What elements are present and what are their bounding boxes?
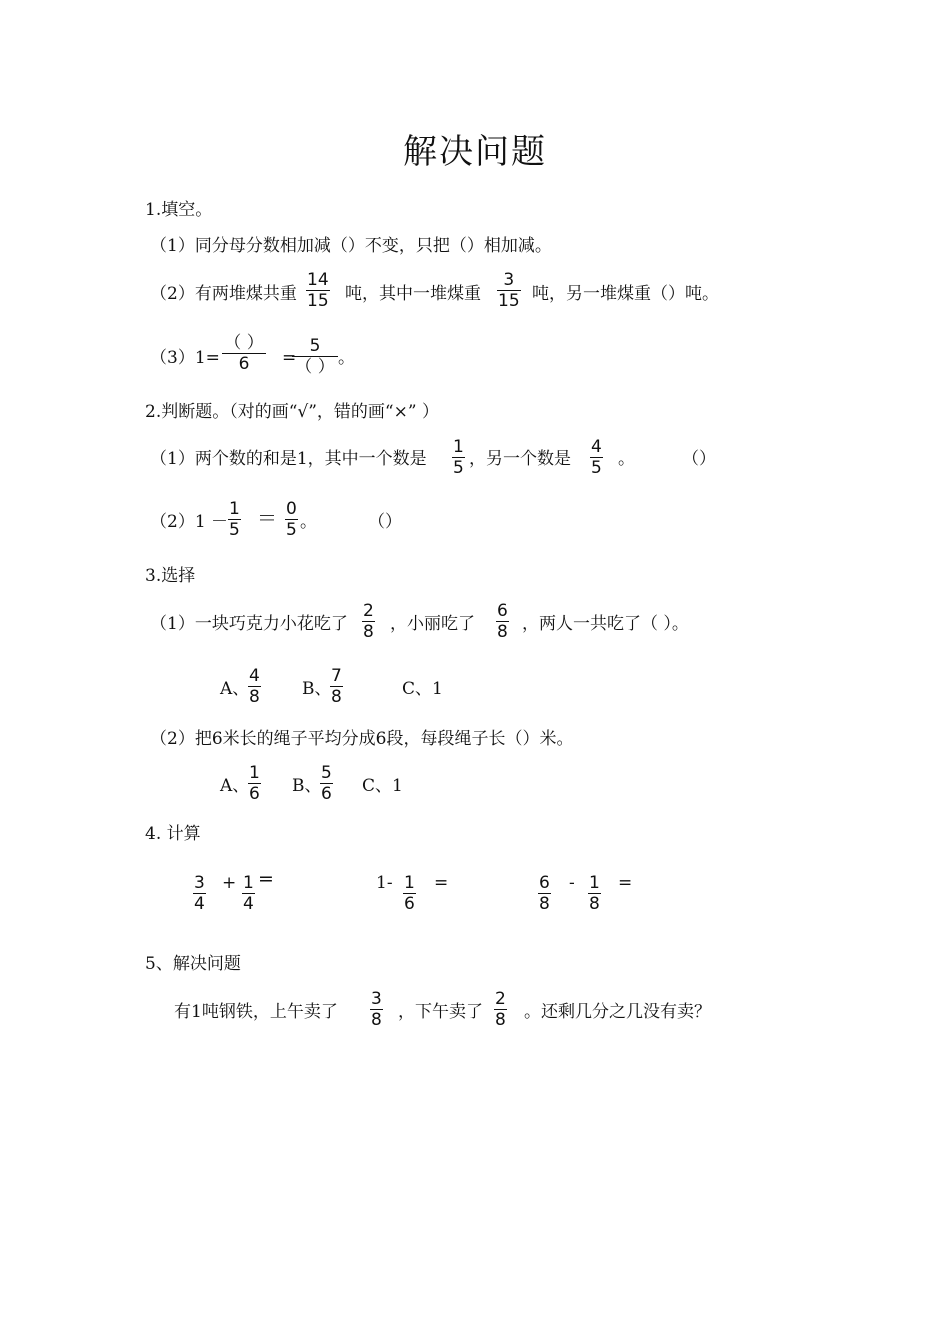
s2-q2-answer-paren: （）	[368, 512, 402, 532]
numerator: 6	[539, 873, 550, 893]
numerator: （ ）	[224, 333, 264, 353]
s1-q3-equals: =	[282, 348, 297, 368]
denominator: 6	[321, 784, 332, 804]
numerator: 7	[331, 666, 342, 686]
denominator: 5	[591, 458, 602, 478]
section-1-heading: 1.填空。	[145, 200, 213, 220]
s3-q1-option-a-fraction	[248, 666, 261, 707]
s1-q2-fraction-1	[306, 270, 330, 311]
s3-q2-option-b-fraction	[320, 763, 333, 804]
s3-q2-option-a: A、	[220, 776, 250, 796]
s5-problem-text-b: ，下午卖了	[398, 1002, 483, 1022]
denominator: 8	[539, 894, 550, 914]
s4-e1-equals: =	[258, 868, 274, 890]
denominator: 6	[249, 784, 260, 804]
denominator: 5	[286, 520, 297, 540]
s4-e3-fraction-2	[588, 873, 601, 914]
numerator: 1	[589, 873, 600, 893]
s3-question-2: （2）把6米长的绳子平均分成6段，每段绳子长（）米。	[150, 729, 574, 749]
section-5-heading: 5、解决问题	[145, 954, 241, 974]
section-4-heading: 4. 计算	[145, 824, 201, 844]
numerator: 4	[591, 437, 602, 457]
numerator: 14	[307, 270, 329, 290]
s3-q1-fraction-1	[362, 601, 375, 642]
s4-e3-fraction-1	[538, 873, 551, 914]
numerator: 1	[229, 499, 240, 519]
s1-q2-text-a: （2）有两堆煤共重	[150, 284, 297, 304]
numerator: 4	[249, 666, 260, 686]
s2-q2-fraction-1	[228, 499, 241, 540]
section-3-heading: 3.选择	[145, 566, 196, 586]
denominator: （ ）	[292, 356, 338, 377]
s2-q1-fraction-2	[590, 437, 603, 478]
s3-q1-option-c: C、1	[402, 679, 443, 699]
s3-q1-option-b: B、	[302, 679, 332, 699]
denominator: 15	[498, 291, 520, 311]
denominator: 6	[222, 353, 266, 374]
s2-q1-end: 。	[618, 449, 635, 469]
section-2-heading: 2.判断题。（对的画“√”，错的画“×” ）	[145, 402, 439, 422]
numerator: 1	[453, 437, 464, 457]
denominator: 8	[495, 1010, 506, 1030]
numerator: 6	[497, 601, 508, 621]
numerator: 3	[194, 873, 205, 893]
s1-q3-fraction-2	[292, 336, 338, 377]
s4-e1-plus: +	[222, 873, 237, 893]
s2-q2-end: 。	[300, 512, 317, 532]
page-title: 解决问题	[403, 132, 547, 172]
s2-q2-fraction-2	[285, 499, 298, 540]
numerator: 1	[243, 873, 254, 893]
s3-q2-option-c: C、1	[362, 776, 403, 796]
s3-q1-text-a: （1）一块巧克力小花吃了	[150, 614, 348, 634]
s5-problem-fraction-2	[494, 989, 507, 1030]
s5-problem-text-c: 。还剩几分之几没有卖？	[524, 1002, 711, 1022]
s5-problem-text-a: 有1吨钢铁，上午卖了	[174, 1002, 338, 1022]
s2-q1-text-b: ，另一个数是	[469, 449, 571, 469]
s5-problem-fraction-1	[370, 989, 383, 1030]
denominator: 4	[194, 894, 205, 914]
denominator: 8	[497, 622, 508, 642]
s3-q1-fraction-2	[496, 601, 509, 642]
s2-q2-text-a: （2）1 －	[150, 512, 229, 532]
s4-e3-equals: =	[618, 873, 633, 893]
s2-q1-answer-paren: （）	[682, 449, 716, 469]
s3-q2-option-a-fraction	[248, 763, 261, 804]
s3-q2-option-b: B、	[292, 776, 322, 796]
s3-q1-text-c: ，两人一共吃了（ ）。	[522, 614, 689, 634]
denominator: 4	[243, 894, 254, 914]
s1-q2-text-c: 吨，另一堆煤重（）吨。	[532, 284, 719, 304]
denominator: 8	[249, 687, 260, 707]
denominator: 8	[589, 894, 600, 914]
numerator: 5	[321, 763, 332, 783]
s1-q3-end: 。	[338, 348, 355, 368]
denominator: 15	[307, 291, 329, 311]
numerator: 2	[495, 989, 506, 1009]
denominator: 5	[453, 458, 464, 478]
numerator: 2	[363, 601, 374, 621]
s4-e2-text: 1-	[376, 873, 393, 893]
numerator: 0	[286, 499, 297, 519]
s4-e2-equals: =	[434, 873, 449, 893]
s4-e1-fraction-1	[193, 873, 206, 914]
denominator: 8	[331, 687, 342, 707]
s4-e3-minus: -	[569, 873, 575, 893]
s1-question-1: （1）同分母分数相加减（）不变，只把（）相加减。	[150, 236, 552, 256]
numerator: 1	[404, 873, 415, 893]
numerator: 5	[309, 336, 321, 356]
s3-q1-option-a: A、	[220, 679, 250, 699]
numerator: 3	[371, 989, 382, 1009]
s1-q3-fraction-1	[222, 333, 266, 374]
denominator: 8	[371, 1010, 382, 1030]
s4-e2-fraction	[403, 873, 416, 914]
denominator: 6	[404, 894, 415, 914]
numerator: 1	[249, 763, 260, 783]
s3-q1-option-b-fraction	[330, 666, 343, 707]
s4-e1-fraction-2	[242, 873, 255, 914]
s2-q1-text-a: （1）两个数的和是1，其中一个数是	[150, 449, 427, 469]
s2-q2-equals: ＝	[257, 506, 277, 530]
denominator: 8	[363, 622, 374, 642]
denominator: 5	[229, 520, 240, 540]
s1-q3-text-a: （3）1=	[150, 348, 220, 368]
s2-q1-fraction-1	[452, 437, 465, 478]
numerator: 3	[503, 270, 515, 290]
s1-q2-fraction-2	[497, 270, 521, 311]
s1-q2-text-b: 吨，其中一堆煤重	[345, 284, 481, 304]
s3-q1-text-b: ，小丽吃了	[390, 614, 475, 634]
